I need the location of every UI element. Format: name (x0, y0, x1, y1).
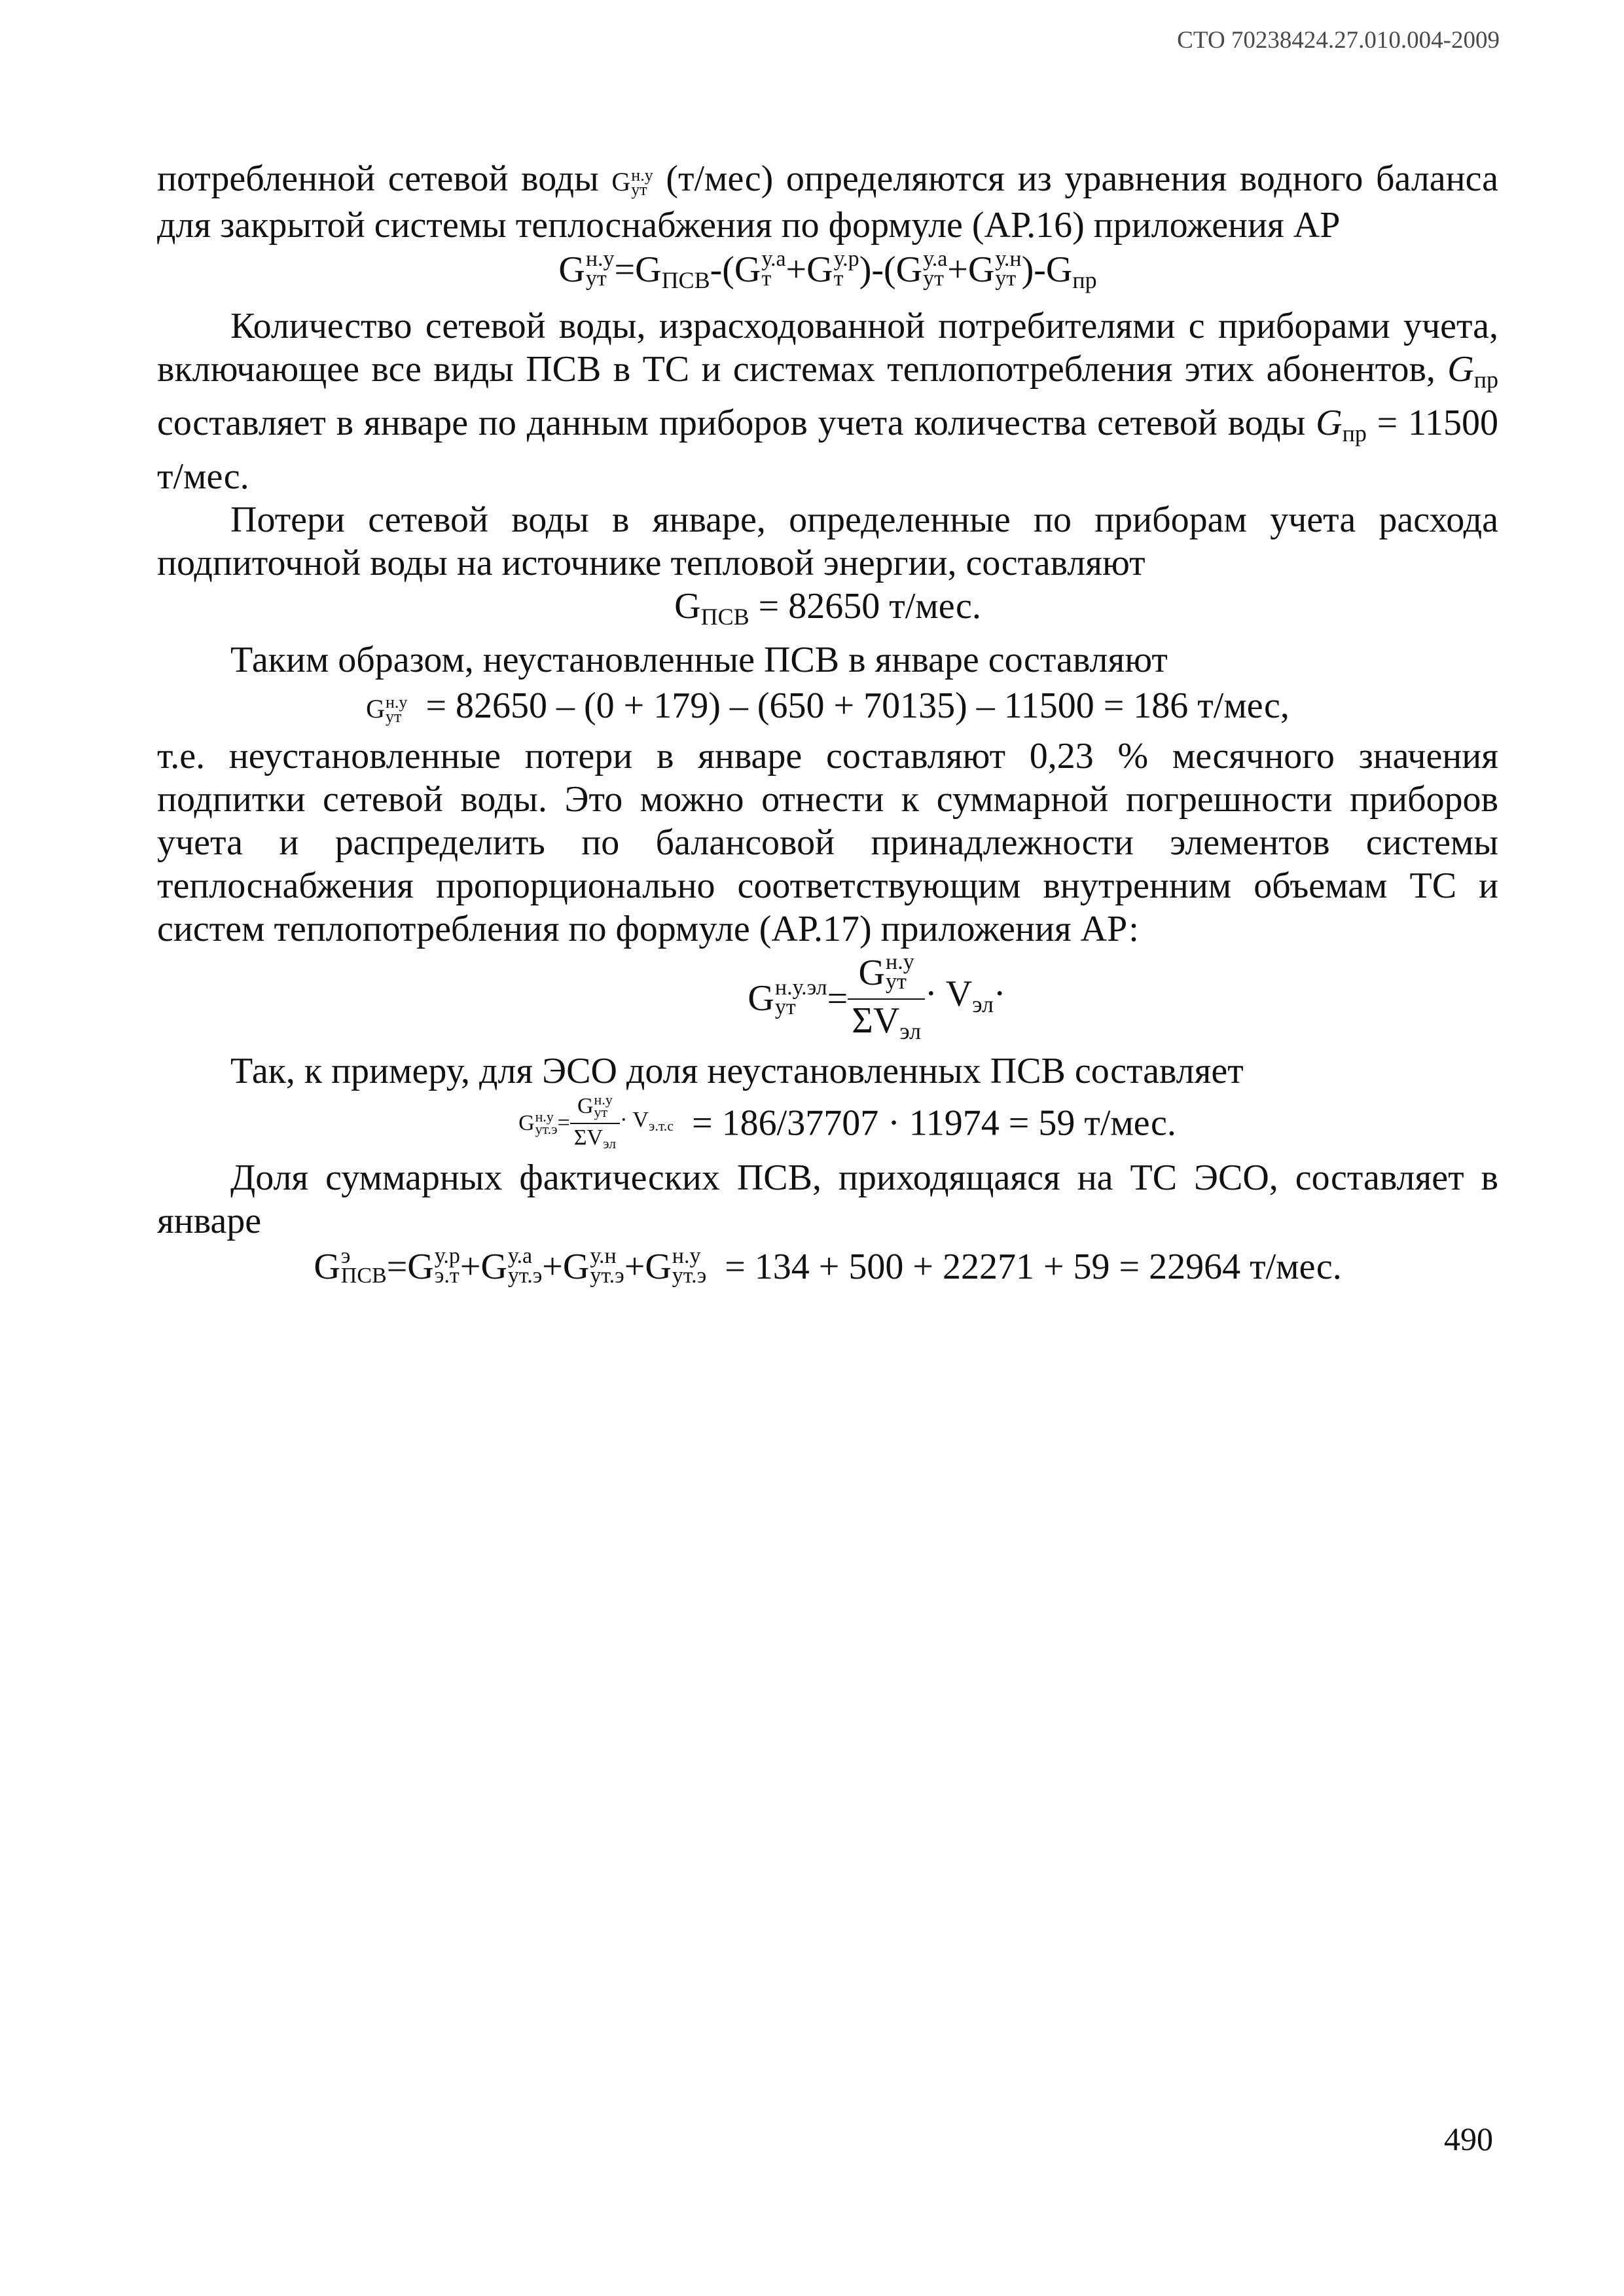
formula-water-balance: G н.у ут $=G_{ПСВ}-(G$ у.а т +G у.р т )-(G у.а ут +G у.н ут )$-G_{пр}$ (558, 247, 1097, 293)
formula-psv-losses: $G_{ПСВ} = 82650$ т/мес. (674, 586, 981, 630)
paragraph-1: потребленной сетевой воды G н.у ут (т/мес) определяются из уравнения водного баланса для закрытой системы теплоснабжения по формуле (АР.16) приложения АР (157, 158, 1499, 246)
document-body (157, 157, 1498, 1290)
formula-distribution: G н.у.эл ут = G н.у ут $\Sigma V_{эл}$ · $V_{эл}\cdot$ (748, 950, 1006, 1045)
formula-unaccounted-january: G н.у ут = 82650 – (0 + 179) – (650 + 70135) – 11500 = 186 т/мес, (366, 685, 1290, 726)
paragraph-6: Так, к примеру, для ЭСО доля неустановленных ПСВ составляет (230, 1051, 1244, 1092)
paragraph-7: Доля суммарных фактических ПСВ, приходящаяся на ТС ЭСО, составляет в январе (157, 1157, 1498, 1242)
inline-symbol-g-unaccounted: G н.у ут (611, 165, 653, 199)
page-header: СТО 70238424.27.010.004-2009 (1177, 27, 1500, 54)
fraction: G н.у ут $\Sigma V_{эл}$ (848, 955, 925, 1043)
formula-eso-share: G н.у ут.э = G н.у ут $\Sigma V_{эл}$ · $V_{э.т.с} = 186/37707 \cdot 11974 = 59$ т/мес. (518, 1091, 1176, 1152)
paragraph-5: т.е. неустановленные потери в январе составляют 0,23 % месячного значения подпитки сетевой воды. Это можно отнести к суммарной погрешности приборов учета и распределить по балансовой принадлежности элементов системы теплоснабжения пропорционально соответствующим внутренним объемам ТС и систем теплопотребления по формуле (АР.17) приложения АР: (157, 736, 1498, 949)
page-number: 490 (1444, 2121, 1493, 2157)
formula-eso-total: G э ПСВ =G у.р э.т +G у.а ут.э +G у.н ут.э +G н.у ут.э = 134 + 500 + 22271 + 59 = 22964 т/мес. (314, 1244, 1342, 1288)
paragraph-2: Количество сетевой воды, израсходованной потребителями с приборами учета, включающее все виды ПСВ в ТС и системах теплопотребления этих абонентов, $G_{пр}$ составляет в январе по данным приборов учета количества сетевой воды $G_{пр} = 11500$ т/мес. (157, 306, 1498, 497)
paragraph-3: Потери сетевой воды в январе, определенные по приборам учета расхода подпиточной воды на источнике тепловой энергии, составляют (157, 500, 1498, 583)
paragraph-4: Таким образом, неустановленные ПСВ в январе составляют (230, 640, 1168, 680)
